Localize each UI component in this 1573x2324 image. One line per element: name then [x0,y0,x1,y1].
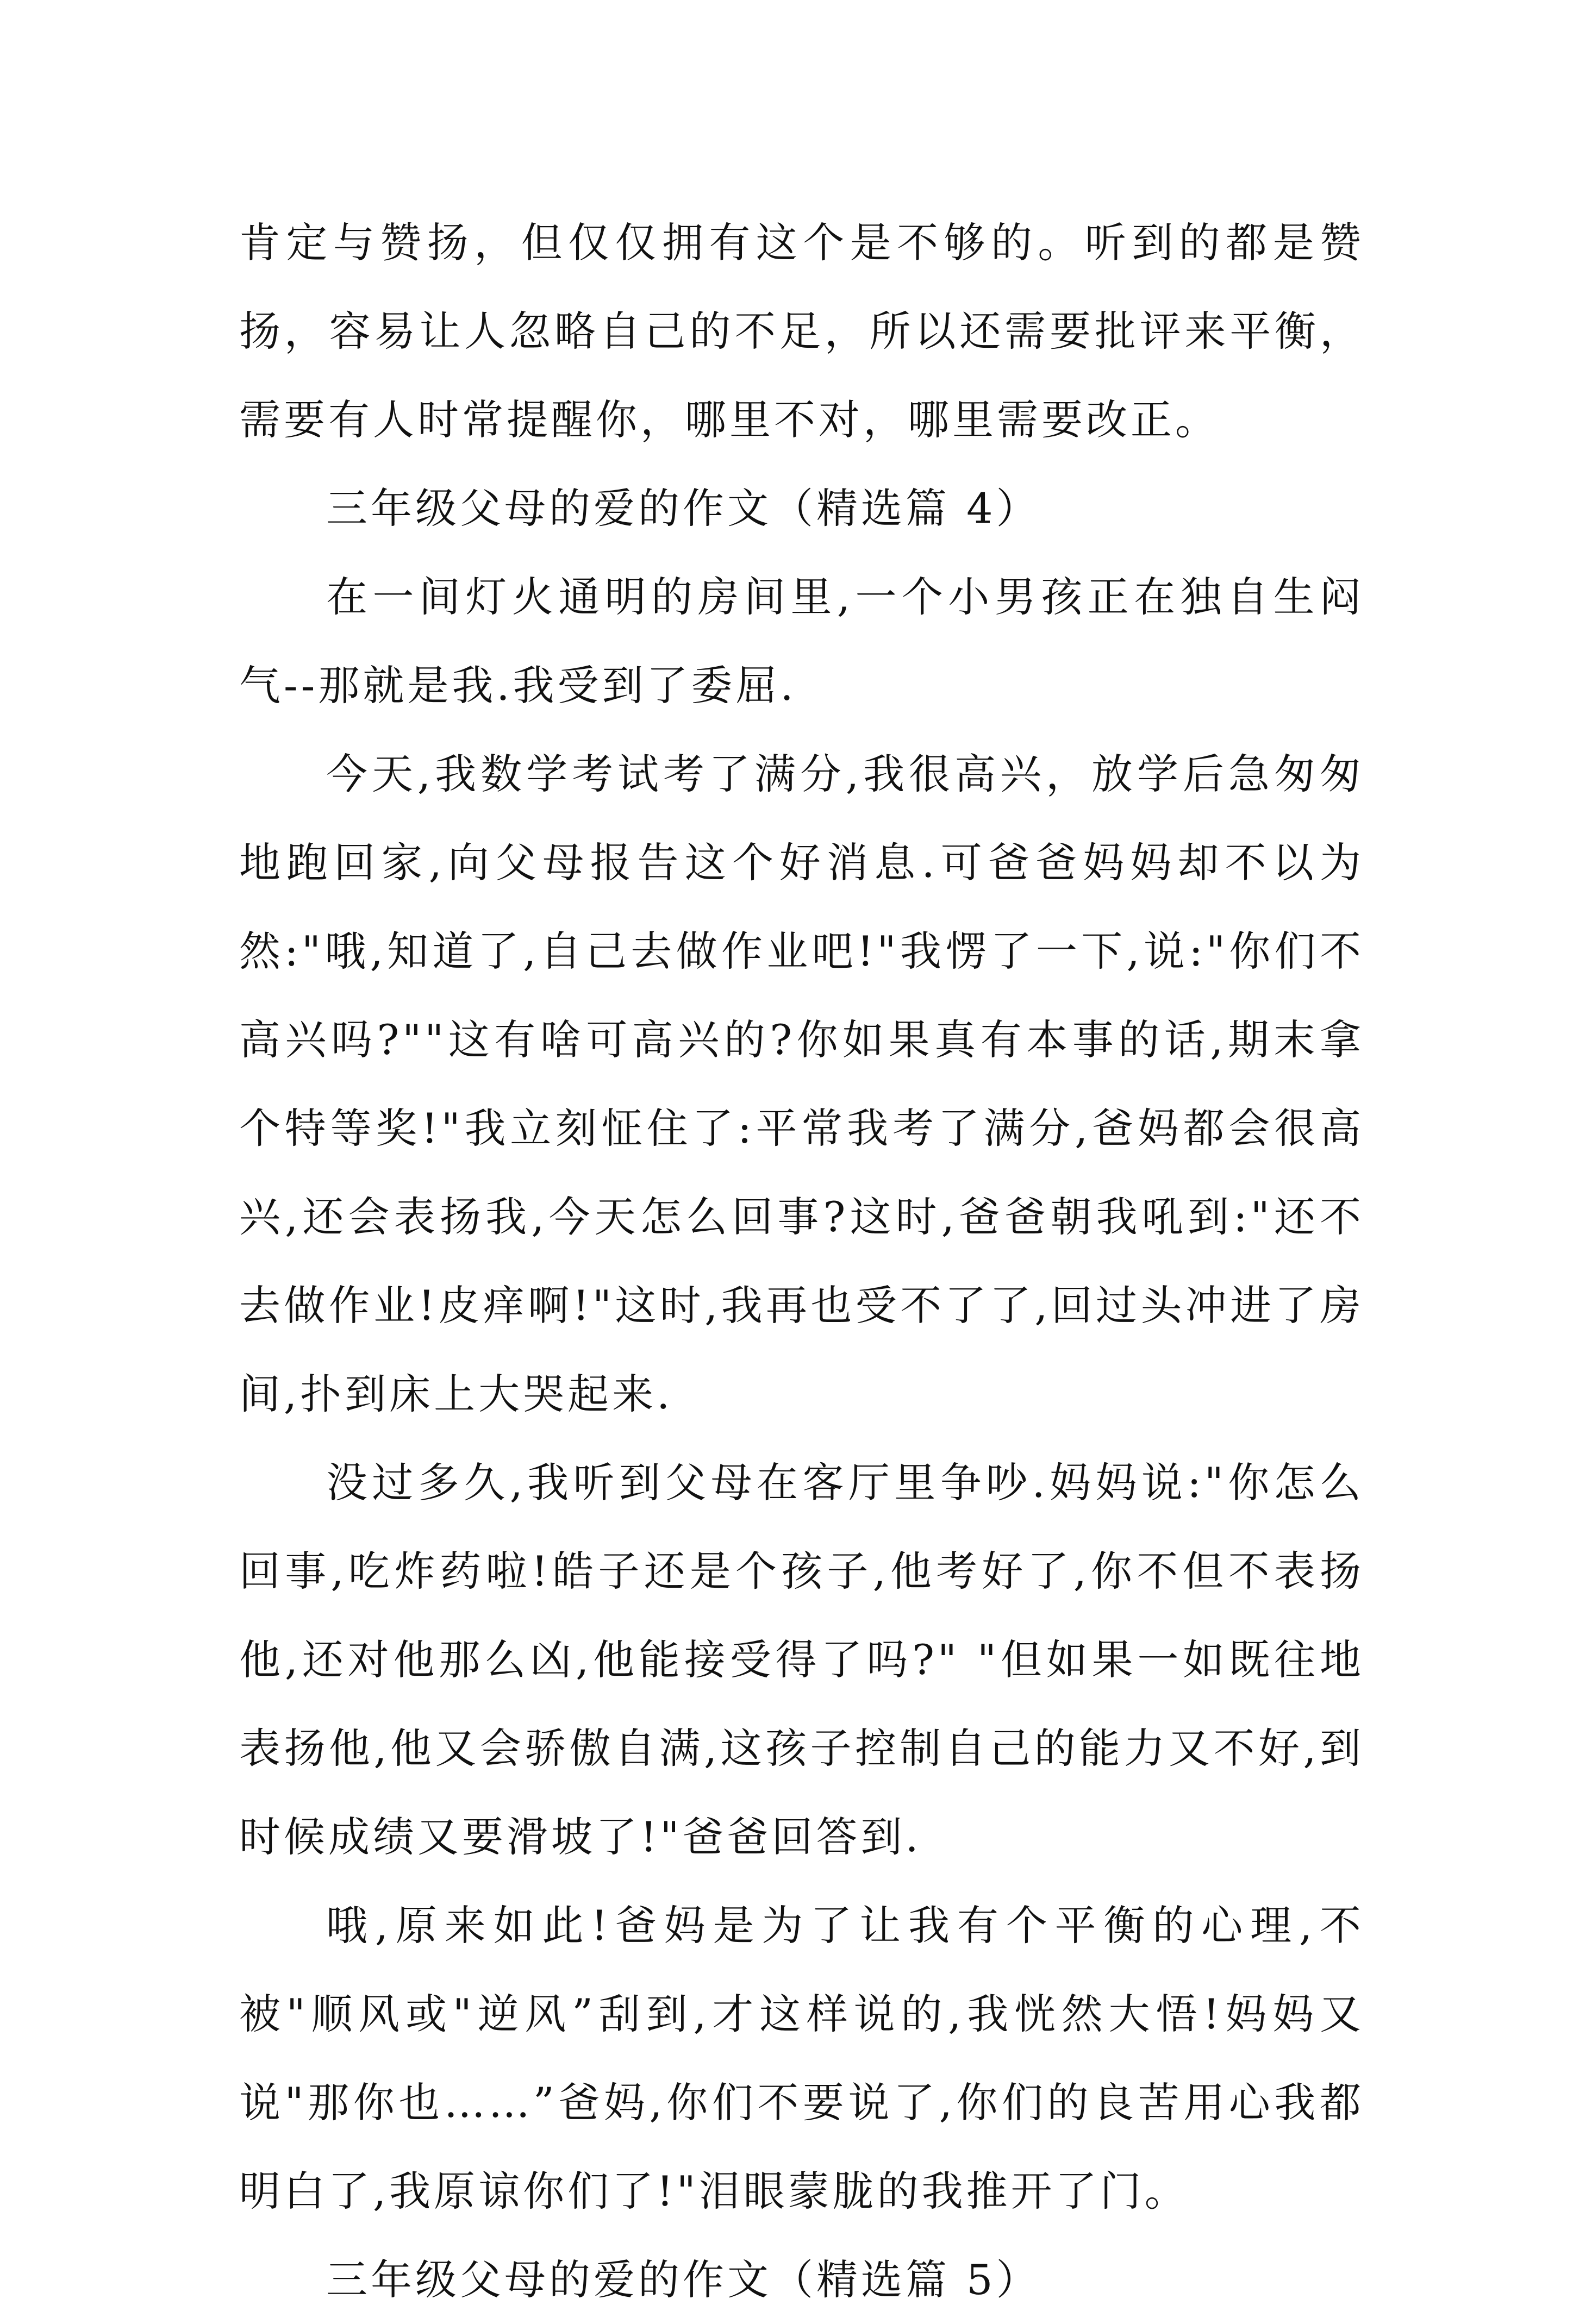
paragraph-argument: 没过多久,我听到父母在客厅里争吵.妈妈说:"你怎么回事,吃炸药啦!皓子还是个孩子,他考好了,你不但不表扬他,还对他那么凶,他能接受得了吗?" "但如果一如既往地表扬他,他又会骄傲自满,这孩子控制自己的能力又不好,到时候成绩又要滑坡了!"爸爸回答到. [239,1458,1364,1861]
paragraph-continued: 肯定与赞扬，但仅仅拥有这个是不够的。听到的都是赞扬，容易让人忽略自己的不足，所以还需要批评来平衡，需要有人时常提醒你，哪里不对，哪里需要改正。 [239,218,1364,444]
paragraph-today: 今天,我数学考试考了满分,我很高兴，放学后急匆匆地跑回家,向父母报告这个好消息.可爸爸妈妈却不以为然:"哦,知道了,自己去做作业吧!"我愣了一下,说:"你们不高兴吗?""这有啥可高兴的?你如果真有本事的话,期末拿个特等奖!"我立刻怔住了:平常我考了满分,爸妈都会很高兴,还会表扬我,今天怎么回事?这时,爸爸朝我吼到:"还不去做作业!皮痒啊!"这时,我再也受不了了,回过头冲进了房间,扑到床上大哭起来. [239,750,1364,1418]
section-heading-5: 三年级父母的爱的作文（精选篇 5） [326,2256,1041,2304]
paragraph-realization: 哦,原来如此!爸妈是为了让我有个平衡的心理,不被"顺风或"逆风”刮到,才这样说的,我恍然大悟!妈妈又说"那你也……”爸妈,你们不要说了,你们的良苦用心我都明白了,我原谅你们了!"泪眼蒙胧的我推开了门。 [239,1901,1364,2215]
paragraph-room: 在一间灯火通明的房间里,一个小男孩正在独自生闷气--那就是我.我受到了委屈. [239,573,1364,710]
document-body [239,198,1364,2324]
section-heading-4: 三年级父母的爱的作文（精选篇 4） [326,484,1041,533]
